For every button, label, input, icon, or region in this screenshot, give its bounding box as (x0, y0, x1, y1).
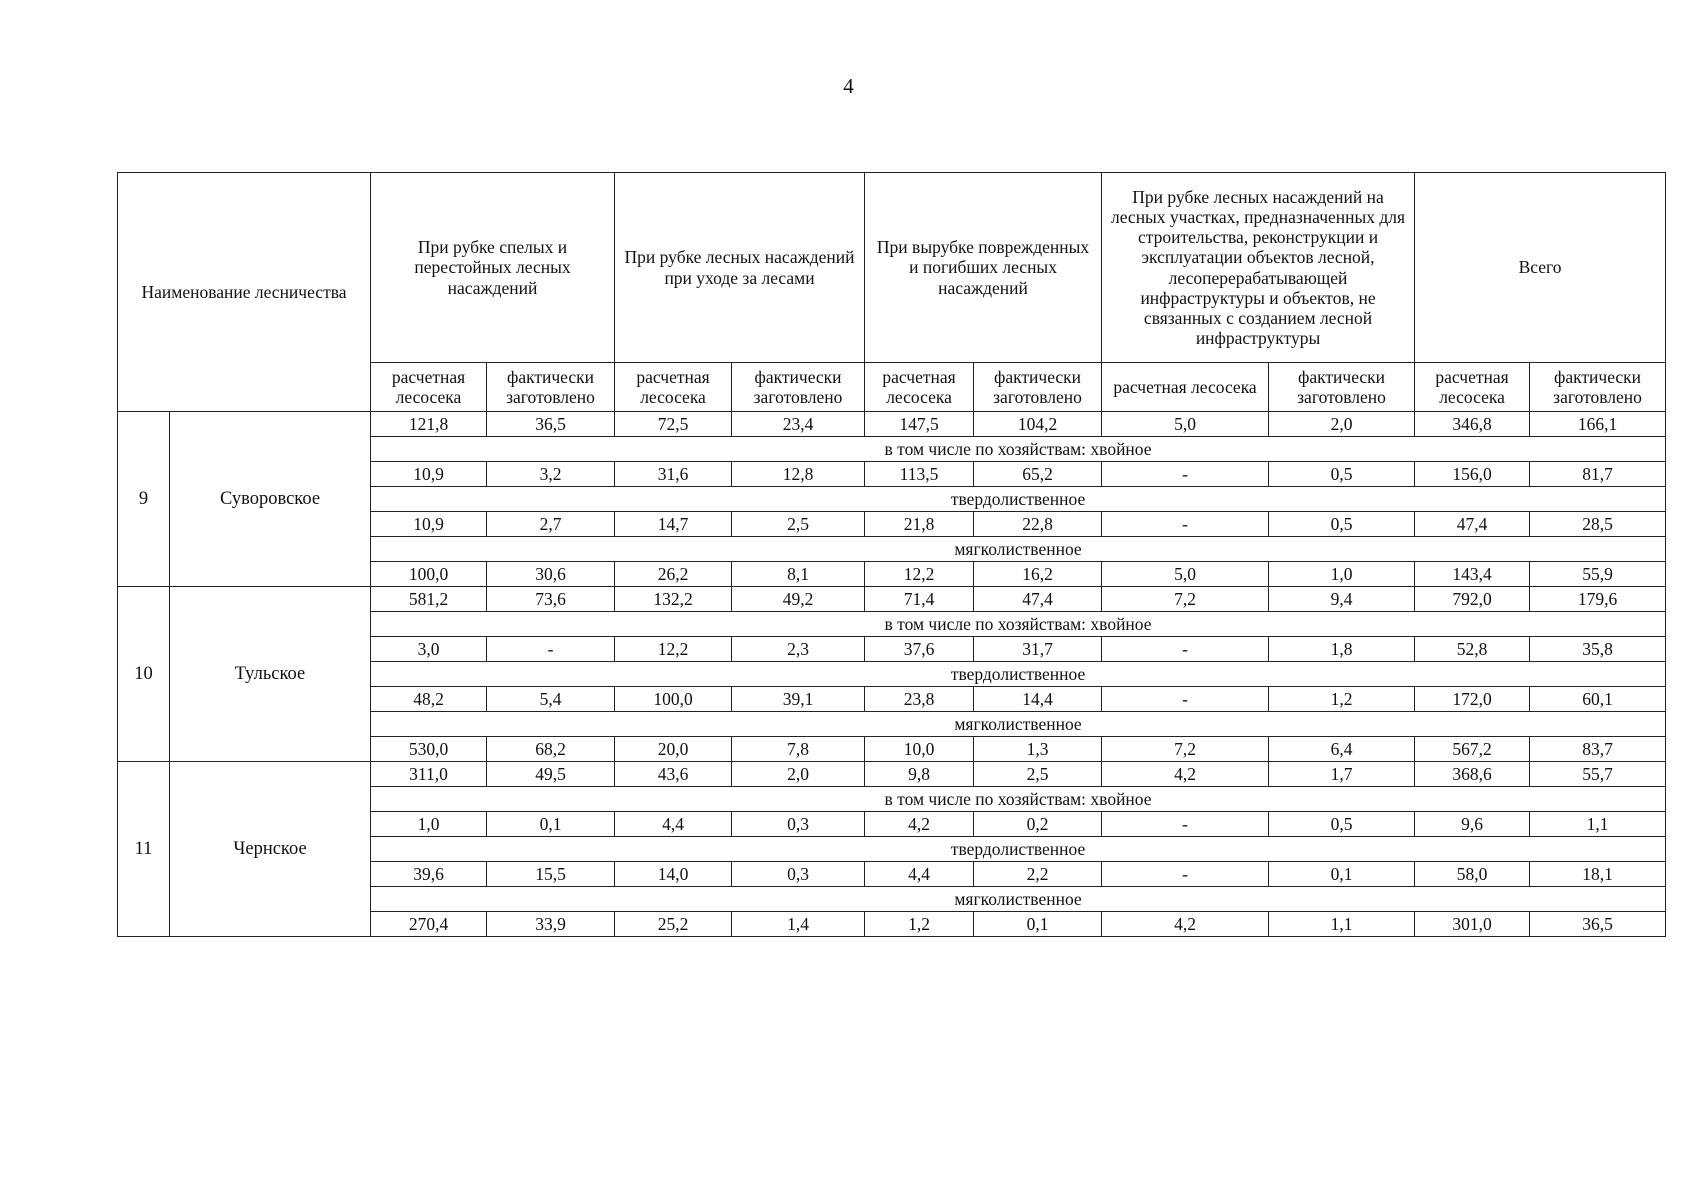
cell-total: 4,2 (1102, 762, 1269, 787)
header-row-groups (118, 173, 1666, 363)
cell-hardwood: 5,4 (487, 687, 615, 712)
table-row (118, 762, 1666, 787)
cell-conifer: 35,8 (1530, 637, 1666, 662)
cell-conifer: 0,5 (1269, 462, 1415, 487)
cell-hardwood: 48,2 (371, 687, 487, 712)
cell-total: 5,0 (1102, 412, 1269, 437)
category-label-hardwood: твердолиственное (371, 662, 1666, 687)
cell-conifer: 4,2 (865, 812, 974, 837)
cell-softwood: 26,2 (615, 562, 732, 587)
header-sub-actual: фактически заготовлено (732, 363, 865, 412)
cell-hardwood: - (1102, 687, 1269, 712)
cell-conifer: 31,6 (615, 462, 732, 487)
cell-conifer: 0,3 (732, 812, 865, 837)
cell-hardwood: 28,5 (1530, 512, 1666, 537)
cell-softwood: 0,1 (974, 912, 1102, 937)
cell-hardwood: 39,1 (732, 687, 865, 712)
table-row (118, 587, 1666, 612)
table-row (118, 412, 1666, 437)
cell-conifer: 0,5 (1269, 812, 1415, 837)
cell-total: 132,2 (615, 587, 732, 612)
cell-hardwood: 14,7 (615, 512, 732, 537)
cell-softwood: 100,0 (371, 562, 487, 587)
harvest-table (117, 172, 1666, 937)
cell-total: 9,8 (865, 762, 974, 787)
cell-softwood: 12,2 (865, 562, 974, 587)
cell-hardwood: 58,0 (1415, 862, 1530, 887)
cell-hardwood: 100,0 (615, 687, 732, 712)
cell-total: 72,5 (615, 412, 732, 437)
cell-softwood: 530,0 (371, 737, 487, 762)
forestry-name: Тульское (170, 587, 371, 762)
cell-hardwood: 0,3 (732, 862, 865, 887)
category-label-hardwood: твердолиственное (371, 837, 1666, 862)
forestry-number: 10 (118, 587, 170, 762)
cell-hardwood: 0,1 (1269, 862, 1415, 887)
cell-softwood: 25,2 (615, 912, 732, 937)
cell-total: 2,0 (732, 762, 865, 787)
cell-conifer: 10,9 (371, 462, 487, 487)
cell-conifer: 4,4 (615, 812, 732, 837)
cell-softwood: 36,5 (1530, 912, 1666, 937)
cell-softwood: 30,6 (487, 562, 615, 587)
category-label-hardwood: твердолиственное (371, 487, 1666, 512)
category-label-conifer: в том числе по хозяйствам: хвойное (371, 612, 1666, 637)
category-label-conifer: в том числе по хозяйствам: хвойное (371, 437, 1666, 462)
header-sub-actual: фактически заготовлено (1269, 363, 1415, 412)
cell-softwood: 1,2 (865, 912, 974, 937)
cell-conifer: 12,2 (615, 637, 732, 662)
category-label-softwood: мягколиственное (371, 712, 1666, 737)
cell-total: 104,2 (974, 412, 1102, 437)
cell-total: 166,1 (1530, 412, 1666, 437)
cell-conifer: - (1102, 637, 1269, 662)
cell-conifer: 31,7 (974, 637, 1102, 662)
cell-total: 43,6 (615, 762, 732, 787)
header-group-damaged: При вырубке поврежденных и погибших лесных насаждений (865, 173, 1102, 363)
cell-hardwood: 22,8 (974, 512, 1102, 537)
cell-total: 55,7 (1530, 762, 1666, 787)
cell-hardwood: 2,2 (974, 862, 1102, 887)
cell-hardwood: 39,6 (371, 862, 487, 887)
cell-conifer: 1,0 (371, 812, 487, 837)
header-sub-planned: расчетная лесосека (371, 363, 487, 412)
header-sub-actual: фактически заготовлено (974, 363, 1102, 412)
cell-conifer: 2,3 (732, 637, 865, 662)
cell-softwood: 4,2 (1102, 912, 1269, 937)
header-group-thinning: При рубке лесных насаждений при уходе за лесами (615, 173, 865, 363)
cell-hardwood: 1,2 (1269, 687, 1415, 712)
cell-total: 71,4 (865, 587, 974, 612)
cell-total: 47,4 (974, 587, 1102, 612)
cell-conifer: 3,0 (371, 637, 487, 662)
cell-conifer: 1,8 (1269, 637, 1415, 662)
cell-softwood: 55,9 (1530, 562, 1666, 587)
cell-conifer: - (487, 637, 615, 662)
cell-total: 7,2 (1102, 587, 1269, 612)
cell-total: 23,4 (732, 412, 865, 437)
cell-conifer: 37,6 (865, 637, 974, 662)
cell-total: 121,8 (371, 412, 487, 437)
cell-total: 9,4 (1269, 587, 1415, 612)
cell-softwood: 68,2 (487, 737, 615, 762)
cell-total: 792,0 (1415, 587, 1530, 612)
cell-conifer: - (1102, 462, 1269, 487)
cell-total: 2,0 (1269, 412, 1415, 437)
cell-conifer: 113,5 (865, 462, 974, 487)
cell-hardwood: 10,9 (371, 512, 487, 537)
cell-total: 368,6 (1415, 762, 1530, 787)
cell-total: 179,6 (1530, 587, 1666, 612)
cell-softwood: 143,4 (1415, 562, 1530, 587)
cell-hardwood: 14,0 (615, 862, 732, 887)
cell-softwood: 6,4 (1269, 737, 1415, 762)
cell-total: 311,0 (371, 762, 487, 787)
cell-total: 49,2 (732, 587, 865, 612)
forestry-name: Суворовское (170, 412, 371, 587)
cell-softwood: 1,1 (1269, 912, 1415, 937)
header-group-total: Всего (1415, 173, 1666, 363)
cell-hardwood: 4,4 (865, 862, 974, 887)
cell-total: 346,8 (1415, 412, 1530, 437)
cell-softwood: 8,1 (732, 562, 865, 587)
cell-hardwood: 21,8 (865, 512, 974, 537)
header-sub-planned: расчетная лесосека (1102, 363, 1269, 412)
category-label-softwood: мягколиственное (371, 887, 1666, 912)
cell-softwood: 270,4 (371, 912, 487, 937)
cell-conifer: 9,6 (1415, 812, 1530, 837)
cell-hardwood: 14,4 (974, 687, 1102, 712)
cell-softwood: 301,0 (1415, 912, 1530, 937)
header-name-col: Наименование лесничества (118, 173, 371, 412)
page-number: 4 (843, 74, 854, 98)
cell-hardwood: 23,8 (865, 687, 974, 712)
cell-hardwood: 18,1 (1530, 862, 1666, 887)
cell-total: 73,6 (487, 587, 615, 612)
cell-conifer: 81,7 (1530, 462, 1666, 487)
cell-conifer: 65,2 (974, 462, 1102, 487)
cell-softwood: 83,7 (1530, 737, 1666, 762)
cell-softwood: 20,0 (615, 737, 732, 762)
cell-softwood: 33,9 (487, 912, 615, 937)
cell-softwood: 567,2 (1415, 737, 1530, 762)
cell-softwood: 16,2 (974, 562, 1102, 587)
cell-hardwood: - (1102, 862, 1269, 887)
cell-softwood: 1,0 (1269, 562, 1415, 587)
cell-conifer: 0,2 (974, 812, 1102, 837)
cell-hardwood: 47,4 (1415, 512, 1530, 537)
header-sub-planned: расчетная лесосека (1415, 363, 1530, 412)
header-group-infrastructure: При рубке лесных насаждений на лесных участках, предназначенных для строительства, реконструкции и эксплуатации объектов лесной, лесоперерабатывающей инфраструктуры и объектов, не связанных с созданием лесной инфраструктуры (1102, 173, 1415, 363)
cell-softwood: 1,3 (974, 737, 1102, 762)
cell-hardwood: 0,5 (1269, 512, 1415, 537)
cell-softwood: 1,4 (732, 912, 865, 937)
cell-softwood: 10,0 (865, 737, 974, 762)
cell-conifer: 0,1 (487, 812, 615, 837)
header-group-mature: При рубке спелых и перестойных лесных насаждений (371, 173, 615, 363)
cell-conifer: - (1102, 812, 1269, 837)
header-sub-planned: расчетная лесосека (615, 363, 732, 412)
category-label-softwood: мягколиственное (371, 537, 1666, 562)
cell-total: 36,5 (487, 412, 615, 437)
cell-hardwood: 2,5 (732, 512, 865, 537)
cell-conifer: 12,8 (732, 462, 865, 487)
header-sub-planned: расчетная лесосека (865, 363, 974, 412)
cell-softwood: 7,8 (732, 737, 865, 762)
cell-hardwood: - (1102, 512, 1269, 537)
forestry-number: 11 (118, 762, 170, 937)
cell-conifer: 52,8 (1415, 637, 1530, 662)
cell-softwood: 7,2 (1102, 737, 1269, 762)
table-body (118, 412, 1666, 937)
forestry-name: Чернское (170, 762, 371, 937)
cell-softwood: 5,0 (1102, 562, 1269, 587)
cell-total: 49,5 (487, 762, 615, 787)
forestry-number: 9 (118, 412, 170, 587)
cell-conifer: 3,2 (487, 462, 615, 487)
cell-hardwood: 172,0 (1415, 687, 1530, 712)
cell-total: 2,5 (974, 762, 1102, 787)
category-label-conifer: в том числе по хозяйствам: хвойное (371, 787, 1666, 812)
header-sub-actual: фактически заготовлено (487, 363, 615, 412)
cell-hardwood: 60,1 (1530, 687, 1666, 712)
cell-total: 581,2 (371, 587, 487, 612)
header-sub-actual: фактически заготовлено (1530, 363, 1666, 412)
cell-total: 1,7 (1269, 762, 1415, 787)
cell-conifer: 156,0 (1415, 462, 1530, 487)
cell-hardwood: 2,7 (487, 512, 615, 537)
cell-total: 147,5 (865, 412, 974, 437)
cell-conifer: 1,1 (1530, 812, 1666, 837)
cell-hardwood: 15,5 (487, 862, 615, 887)
